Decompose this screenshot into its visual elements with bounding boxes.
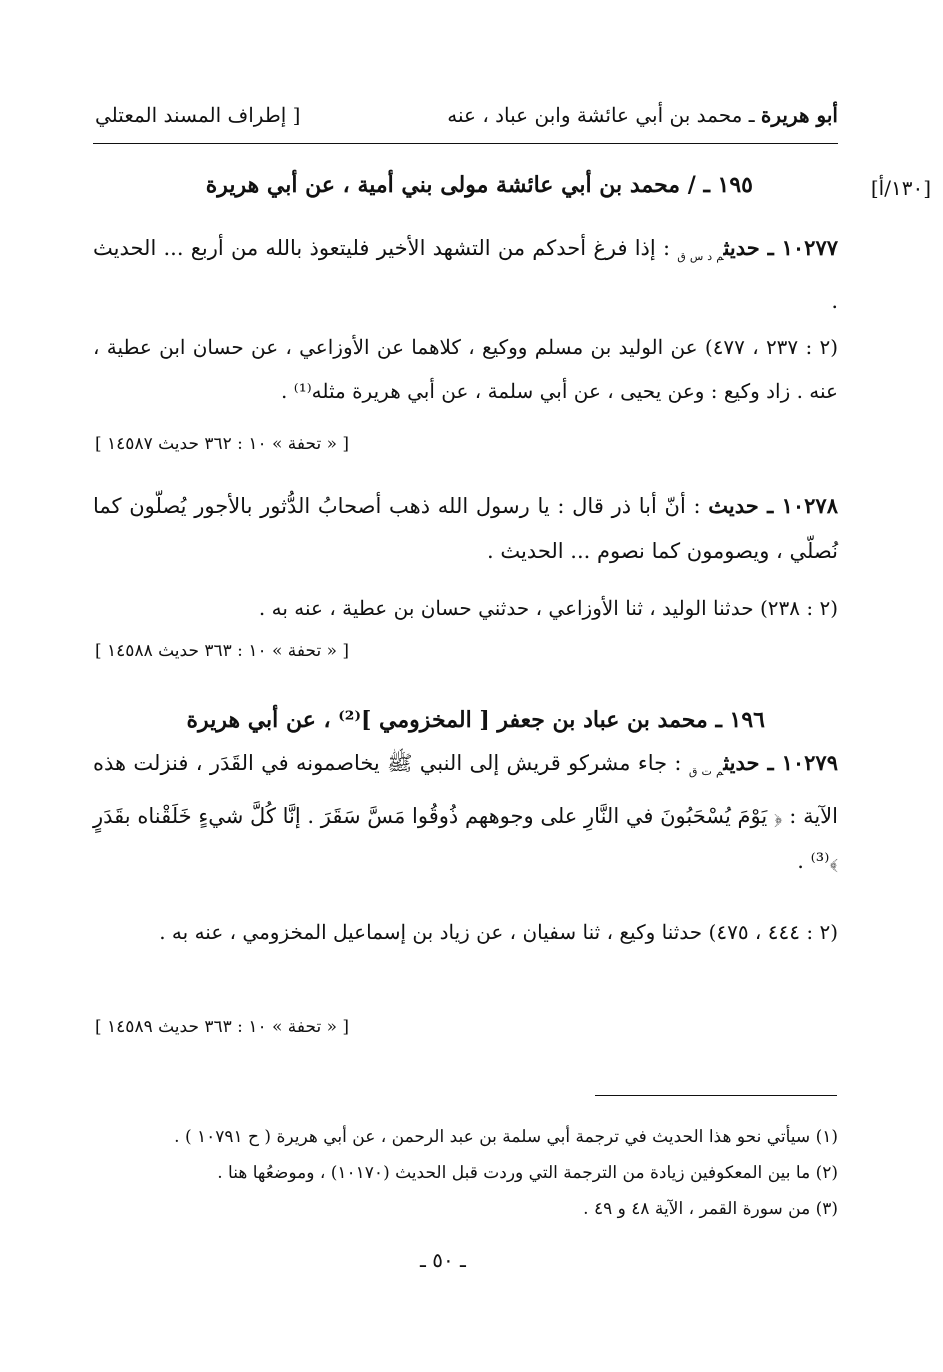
hadith-text: : أنّ أبا ذر قال : يا رسول الله ذهب أصحابُ الدُّثور بالأجور يُصلّون كما نُصلّي ، ويصومون كما نصوم ... الحديث .: [93, 494, 838, 563]
hadith-source-10279: (٢ : ٤٤٤ ، ٤٧٥) حدثنا وكيع ، ثنا سفيان ، عن زياد بن إسماعيل المخزومي ، عنه به .: [159, 920, 838, 944]
tuhfa-reference-10278: [ « تحفة » ١٠ : ٣٦٣ حديث ١٤٥٨٨ ]: [95, 641, 350, 661]
chapter-heading-196: ١٩٦ ـ محمد بن عباد بن جعفر [ المخزومي ]⁽²⁾ ، عن أبي هريرة: [186, 707, 765, 733]
hadith-text: : إذا فرغ أحدكم من التشهد الأخير فليتعوذ بالله من أربع ... الحديث .: [93, 236, 838, 314]
tuhfa-reference-10279: [ « تحفة » ١٠ : ٣٦٣ حديث ١٤٥٨٩ ]: [95, 1017, 350, 1037]
footnote-2: (٢) ما بين المعكوفين زيادة من الترجمة التي وردت قبل الحديث (١٠١٧٠) ، وموضعُها هنا .: [217, 1163, 838, 1183]
hadith-text: : جاء مشركو قريش إلى النبي ﷺ يخاصمونه في القَدَر ، فنزلت هذه الآية : ﴿ يَوْمَ يُسْحَبُونَ في النَّارِ على وجوههم ذُوقُوا مَسَّ سَقَرَ . إنَّا كُلَّ شيءٍ خَلَقْناه بقَدَرٍ ﴾⁽³⁾ .: [93, 751, 838, 874]
header-author: أبو هريرة: [760, 103, 838, 127]
hadith-10277: [93, 225, 838, 324]
running-header-book: [ إطراف المسند المعتلي: [95, 103, 301, 127]
hadith-source-10278: (٢ : ٢٣٨) حدثنا الوليد ، ثنا الأوزاعي ، حدثني حسان بن عطية ، عنه به .: [258, 596, 838, 620]
running-header-title: [447, 103, 838, 127]
footnote-rule: [595, 1095, 837, 1096]
hadith-source-10277: (٢ : ٢٣٧ ، ٤٧٧) عن الوليد بن مسلم ووكيع ، كلاهما عن الأوزاعي ، عن حسان ابن عطية ، عنه . زاد وكيع : وعن يحيى ، عن أبي سلمة ، عن أبي هريرة مثله⁽¹⁾ .: [93, 335, 839, 403]
source-indicator: م د س ق: [677, 250, 724, 264]
hadith-10279: [93, 740, 838, 884]
hadith-10278: [93, 483, 838, 574]
hadith-number: ١٠٢٧٧ ـ حديث: [723, 235, 839, 260]
header-subtitle: ـ محمد بن أبي عائشة وابن عباد ، عنه: [447, 103, 761, 127]
margin-folio-note: [١٣٠/أ]: [870, 176, 931, 200]
footnote-3: (٣) من سورة القمر ، الآية ٤٨ و ٤٩ .: [583, 1199, 838, 1219]
header-rule: [93, 143, 838, 144]
tuhfa-reference-10277: [ « تحفة » ١٠ : ٣٦٢ حديث ١٤٥٨٧ ]: [95, 434, 350, 454]
source-indicator: م ت ق: [688, 765, 724, 779]
footnote-1: (١) سيأتي نحو هذا الحديث في ترجمة أبي سلمة بن عبد الرحمن ، عن أبي هريرة ( ح ١٠٧٩١ ) .: [174, 1127, 838, 1147]
page-number: ـ ٥٠ ـ: [420, 1248, 466, 1272]
hadith-number: ١٠٢٧٩ ـ حديث: [723, 750, 838, 775]
hadith-number: ١٠٢٧٨ ـ حديث: [708, 493, 838, 518]
chapter-heading-195: ١٩٥ ـ / محمد بن أبي عائشة مولى بني أمية ، عن أبي هريرة: [205, 172, 753, 198]
